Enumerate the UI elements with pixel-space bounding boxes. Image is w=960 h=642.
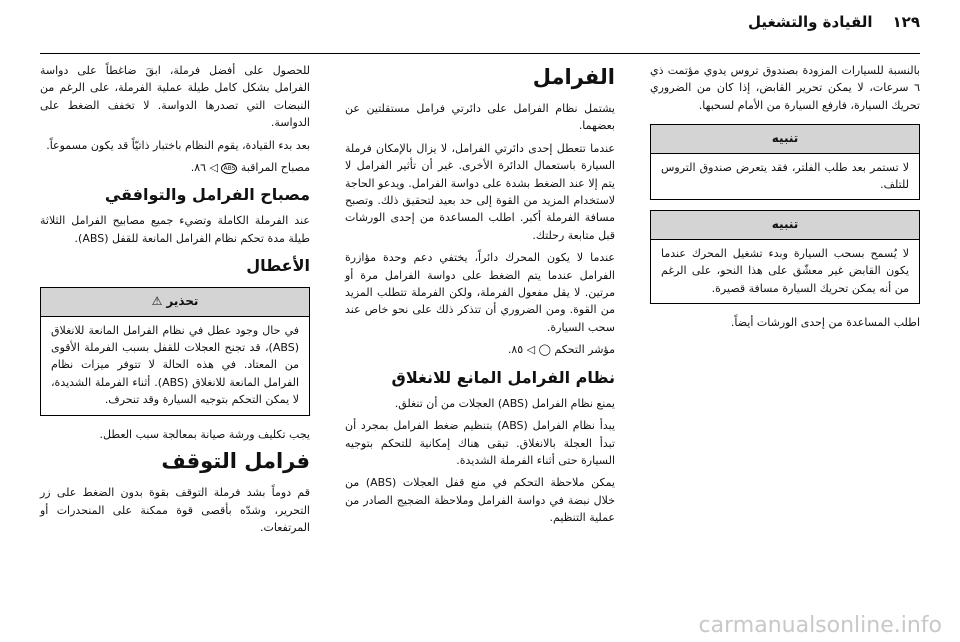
paragraph: يشتمل نظام الفرامل على دائرتي فرامل مستقلتين عن بعضهما. [345, 102, 615, 133]
paragraph: عند الفرملة الكاملة وتضيء جميع مصابيح الفرامل الثلاثة طيلة مدة تحكم نظام الفرامل المانعة للقفل (ABS). [40, 214, 310, 245]
warning-body: في حال وجود عطل في نظام الفرامل المانعة للانغلاق (ABS)، قد تجنح العجلات للقفل بسبب الفرملة الأقوى من المعتاد. في هذه الحالة لا تتوفر ميزات نظام الفرامل المانعة للانغلاق (ABS). أثناء الفرملة الشديدة، لا يمكن التحكم بتوجيه السيارة وقد تنحرف. [51, 323, 299, 407]
reference-label: مؤشر التحكم [554, 343, 615, 357]
section-heading-brake-lamps: مصباح الفرامل والتوافقي [104, 185, 310, 205]
section-heading-brakes: الفرامل [532, 65, 615, 89]
notice-box-1 [650, 124, 920, 200]
warning-lamp-reference [40, 159, 310, 176]
towing-paragraph: بالنسبة للسيارات المزودة بصندوق تروس يدوي مؤتمت ذي ٦ سرعات، لا يمكن تحرير القابض، إذا كان من الضروري تحريك السيارة، فارفع السيارة من الأمام لسحبها. [650, 64, 920, 112]
column-right [650, 62, 920, 336]
notice-body: لا يُسمح بسحب السيارة وبدء تشغيل المحرك عندما يكون القابض غير معشّق على هذا النحو، على الرغم من أنه يمكن تحريك السيارة مسافة قصيرة. [661, 246, 909, 295]
warning-box [40, 287, 310, 415]
chapter-title: القيادة والتشغيل [747, 13, 873, 31]
column-middle [345, 62, 615, 532]
warning-triangle-icon: ⚠ [151, 294, 163, 309]
workshop-paragraph: اطلب المساعدة من إحدى الورشات أيضاً. [730, 316, 920, 330]
section-heading-abs: نظام الفرامل المانع للانغلاق [391, 367, 615, 387]
paragraph: للحصول على أفضل فرملة، ابقَ ضاغطاً على دواسة الفرامل بشكل كامل طيلة عملية الفرملة، على الرغم من النبضات التي تصدرها الدواسة. لا تخفف الضغط على الدواسة. [40, 64, 310, 130]
page-number: ١٢٩ [892, 13, 920, 31]
notice-title: تنبيه [651, 125, 919, 153]
paragraph: يمنع نظام الفرامل (ABS) العجلات من أن تنغلق. [394, 396, 615, 410]
paragraph: بعد بدء القيادة، يقوم النظام باختبار ذاتيّاً قد يكون مسموعاً. [46, 138, 310, 152]
control-indicator-reference [345, 341, 615, 358]
notice-body: لا تستمر بعد طلب الفلتر، فقد يتعرض صندوق التروس للتلف. [661, 160, 909, 192]
watermark: carmanualsonline.info [698, 613, 942, 638]
reference-label: مصباح المراقبة [240, 161, 310, 175]
column-left [40, 62, 310, 541]
reference-arrow: ◁ ٨٦. [190, 161, 218, 175]
warning-title: تحذير ⚠ [41, 288, 309, 316]
paragraph: عندما لا يكون المحرك دائراً، يختفي دعم وحدة مؤازرة الفرامل عندما يتم الضغط على دواسة الفرامل مرة أو مرتين. لا يقل مفعول الفرملة، ولكن الفرملة تتطلب المزيد من القوة. ومن الضروري أن تتذكر ذلك على نحو خاص عند سحب السيارة. [345, 251, 615, 334]
notice-title: تنبيه [651, 211, 919, 239]
paragraph: عندما تتعطل إحدى دائرتي الفرامل، لا يزال بالإمكان فرملة السيارة باستعمال الدائرة الأخرى. غير أن تأثير الفرامل لا يتم إلا عند الضغط بشدة على دواسة الفرامل. ويدعو الحاجة لاستخدام المزيد من القوة إلى حد بعيد لتحقيق ذلك. وتصبح مسافة الفرملة أكبر. اطلب المساعدة من إحدى الورشات قبل متابعة رحلتك. [345, 141, 615, 242]
header-rule [40, 53, 920, 54]
paragraph: قم دوماً بشد فرملة التوقف بقوة بدون الضغط على زر التحرير، وشدّه بأقصى قوة ممكنة على المنحدرات أو المرتفعات. [40, 486, 310, 534]
brake-warning-icon: ◯ ◁ ٨٥. [507, 343, 551, 357]
section-heading-parking-brake: فرامل التوقف [161, 449, 310, 474]
section-heading-faults: الأعطال [246, 256, 310, 276]
paragraph: يبدأ نظام الفرامل (ABS) بتنظيم ضغط الفرامل بمجرد أن تبدأ العجلة بالانغلاق. تبقى هناك إمكانية للتحكم بتوجيه السيارة حتى أثناء الفرملة الشديدة. [345, 419, 616, 467]
abs-icon: ABS [223, 164, 236, 172]
paragraph: يجب تكليف ورشة صيانة بمعالجة سبب العطل. [99, 427, 310, 441]
paragraph: يمكن ملاحظة التحكم في منع قفل العجلات (ABS) من خلال نبضة في دواسة الفرامل وملاحظة الضجيج الصادر من عملية التنظيم. [345, 476, 615, 525]
page-header [40, 8, 920, 36]
notice-box-2 [650, 210, 920, 304]
